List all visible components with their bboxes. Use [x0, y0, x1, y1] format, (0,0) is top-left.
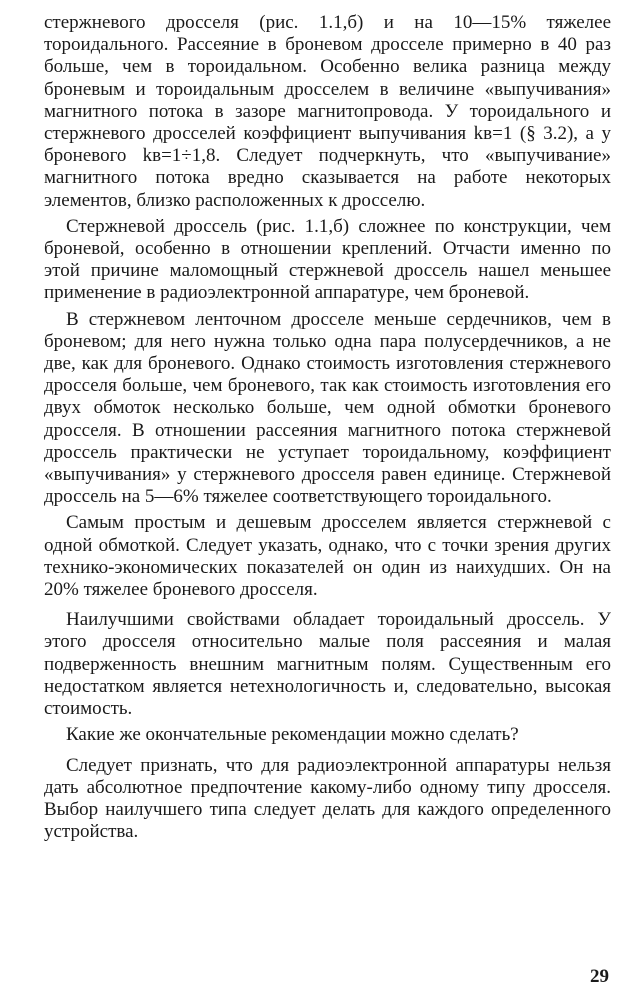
page-number: 29	[590, 966, 609, 987]
paragraph-toroidal-best: Наилучшими свойствами обладает тороидальный дроссель. У этого дросселя относительно малые поля рассеяния и малая подверженность внешним магнитным полям. Существенным его недостатком является нетехнологичность и, следовательно, высокая стоимость.	[44, 609, 611, 720]
paragraph-rod-choke-construction: Стержневой дроссель (рис. 1.1,б) сложнее по конструкции, чем броневой, особенно в отношении креплений. Отчасти именно по этой причине маломощный стержневой дроссель нашел меньшее применение в радиоэлектронной аппаратуре, чем броневой.	[44, 215, 611, 304]
paragraph-rod-tape-choke: В стержневом ленточном дросселе меньше сердечников, чем в броневом; для него нужна только одна пара полусердечников, а не две, как для броневого. Однако стоимость изготовления стержневого дросселя больше, чем броневого, так как стоимость изготовления его двух обмоток несколько больше, чем одной обмотки броневого дросселя. В отношении рассеяния магнитного потока стержневой дроссель практически не уступает тороидальному, коэффициент «выпучивания» у стержневого дросселя равен единице. Стержневой дроссель на 5—6% тяжелее соответствующего тороидального.	[44, 308, 611, 508]
paragraph-question: Какие же окончательные рекомендации можно сделать?	[66, 724, 519, 746]
paragraph-conclusion: Следует признать, что для радиоэлектронной аппаратуры нельзя дать абсолютное предпочтение какому-либо одному типу дросселя. Выбор наилучшего типа следует делать для каждого определенного устройства.	[44, 754, 611, 843]
paragraph-continuation: стержневого дросселя (рис. 1.1,б) и на 10—15% тяжелее тороидального. Рассеяние в броневом дросселе примерно в 40 раз больше, чем в тороидальном. Особенно велика разница между броневым и тороидальным дросселем в величине «выпучивания» магнитного потока в зазоре магнитопровода. У тороидального и стержневого дросселей коэффициент выпучивания kв=1 (§ 3.2), а у броневого kв=1÷1,8. Следует подчеркнуть, что «выпучивание» магнитного потока вредно сказывается на работе некоторых элементов, близко расположенных к дросселю.	[44, 12, 611, 211]
paragraph-simplest-choke: Самым простым и дешевым дросселем является стержневой с одной обмоткой. Следует указать, однако, что с точки зрения других технико-экономических показателей он один из наихудших. Он на 20% тяжелее броневого дросселя.	[44, 512, 611, 601]
